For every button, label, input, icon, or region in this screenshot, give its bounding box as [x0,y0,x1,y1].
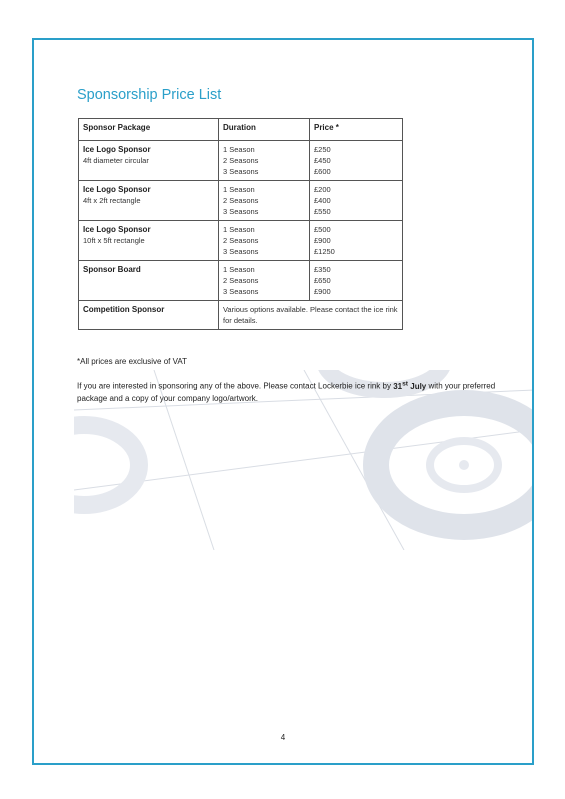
price-value: £500 [313,225,331,234]
duration-value: 3 Seasons [222,207,259,216]
deadline-month: July [408,381,427,391]
package-name: Ice Logo Sponsor [83,185,151,194]
price-value: £450 [313,156,331,165]
duration-cell [218,181,309,221]
package-name: Ice Logo Sponsor [83,145,151,154]
deadline-date [393,382,426,391]
price-value: £350 [313,265,331,274]
table-row [79,181,403,221]
header-duration: Duration [218,119,309,141]
package-cell [79,141,219,181]
price-cell [309,221,402,261]
package-desc: 10ft x 5ft rectangle [83,236,145,245]
deadline-suffix: st [402,380,409,387]
price-cell [309,141,402,181]
table-row-competition [79,301,403,330]
price-value: £900 [313,287,331,296]
page-frame [32,38,534,765]
price-cell [309,181,402,221]
house-rings-left [74,425,139,505]
duration-cell [218,221,309,261]
price-value: £200 [313,185,331,194]
price-value: £1250 [313,247,335,256]
competition-details: Various options available. Please contact the ice rink for details. [218,301,402,330]
duration-value: 3 Seasons [222,287,259,296]
header-price: Price * [309,119,402,141]
table-row [79,221,403,261]
contact-text-after: with your preferred package and a copy of your company logo/artwork. [77,381,496,403]
table-row [79,141,403,181]
price-value: £650 [313,276,331,285]
package-desc: 4ft x 2ft rectangle [83,196,141,205]
duration-value: 1 Season [222,145,255,154]
package-cell [79,181,219,221]
duration-value: 2 Seasons [222,276,259,285]
duration-value: 3 Seasons [222,167,259,176]
header-sponsor-package: Sponsor Package [79,119,219,141]
duration-value: 2 Seasons [222,236,259,245]
price-value: £550 [313,207,331,216]
package-cell [79,301,219,330]
deadline-day: 31 [393,381,403,391]
price-value: £900 [313,236,331,245]
package-desc: 4ft diameter circular [83,156,149,165]
duration-value: 1 Season [222,225,255,234]
table-row [79,261,403,301]
package-cell [79,261,219,301]
package-cell [79,221,219,261]
contact-text-before: If you are interested in sponsoring any of the above. Please contact Lockerbie ice rink by [77,381,394,391]
duration-value: 2 Seasons [222,196,259,205]
price-value: £250 [313,145,331,154]
price-value: £600 [313,167,331,176]
duration-cell [218,261,309,301]
package-name: Competition Sponsor [83,305,165,314]
vat-note: *All prices are exclusive of VAT [77,357,187,366]
package-name: Sponsor Board [83,265,141,274]
duration-cell [218,141,309,181]
package-name: Ice Logo Sponsor [83,225,151,234]
price-cell [309,261,402,301]
page-title: Sponsorship Price List [77,87,222,103]
price-value: £400 [313,196,331,205]
table-header-row [79,119,403,141]
duration-value: 2 Seasons [222,156,259,165]
contact-paragraph [77,378,497,405]
duration-value: 1 Season [222,265,255,274]
page-number: 4 [280,733,286,742]
duration-value: 3 Seasons [222,247,259,256]
sponsorship-price-table [78,118,403,330]
house-rings-right [376,403,534,527]
duration-value: 1 Season [222,185,255,194]
